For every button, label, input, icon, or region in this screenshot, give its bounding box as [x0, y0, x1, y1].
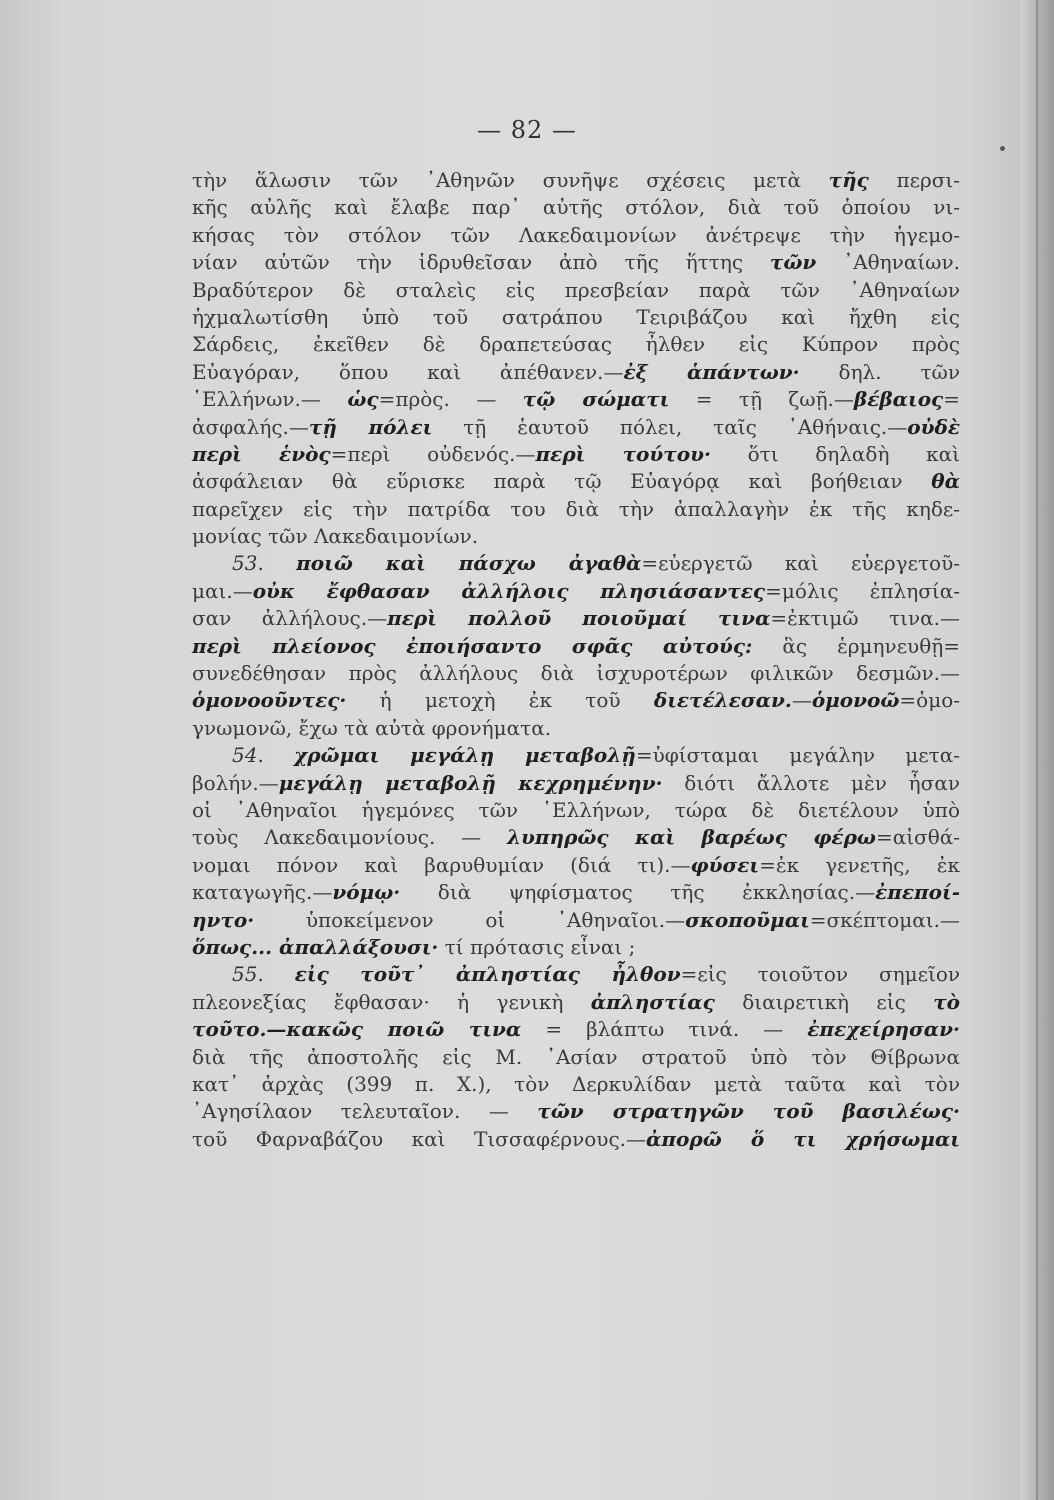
glossed-term: ἀπληστίας [590, 989, 715, 1014]
text-span: νομαι πόνον καὶ βαρυθυμίαν (διά τι).— [192, 852, 691, 877]
text-line [192, 167, 960, 194]
text-line [192, 249, 960, 276]
glossed-term: τῷ σώματι [522, 387, 670, 412]
text-line [192, 961, 960, 988]
text-span: μαι.— [192, 578, 253, 603]
text-span: τοὺς Λακεδαιμονίους. — [192, 825, 507, 850]
text-span: διότι ἄλλοτε μὲν ἦσαν [662, 770, 960, 795]
text-span: βολήν.— [192, 770, 279, 795]
text-line [192, 660, 960, 687]
text-span: =περὶ οὐδενός.— [330, 441, 536, 466]
text-span: ὅτι δηλαδὴ καὶ [710, 441, 960, 466]
text-span: δηλ. τῶν [799, 359, 961, 384]
text-line [192, 907, 960, 934]
text-span: διὰ τῆς ἀποστολῆς εἰς Μ. ᾿Ασίαν στρατοῦ ὑπὸ τὸν Θίβρωνα [192, 1044, 960, 1069]
glossed-term: διετέλεσαν. [653, 688, 792, 713]
text-span: μονίας τῶν Λακεδαιμονίων. [192, 524, 479, 549]
text-line [192, 523, 960, 550]
text-span: = βλάπτω τινά. — [521, 1017, 808, 1042]
text-span [264, 743, 294, 767]
text-span: τί πρότασις εἶναι ; [438, 934, 636, 959]
text-line [192, 1044, 960, 1071]
glossed-term: τὸ [933, 989, 960, 1014]
glossed-term: ἀπορῶ ὅ τι χρήσωμαι [646, 1126, 960, 1151]
text-span: =εὐεργετῶ καὶ εὐεργετοῦ- [641, 551, 960, 576]
glossed-term: οὐκ ἔφθασαν ἀλλήλοις πλησιάσαντες [252, 578, 766, 603]
text-span: =ὁμο- [899, 688, 960, 713]
glossed-term: οὐδὲ [907, 414, 960, 439]
text-line [192, 1098, 960, 1125]
text-line [192, 824, 960, 851]
glossed-term: βέβαιος [853, 387, 944, 412]
section-number: 54. [232, 743, 264, 768]
glossed-term: περὶ πολλοῦ ποιοῦμαί τινα [387, 606, 771, 631]
binding-line [1036, 0, 1038, 1500]
glossed-term: φύσει [690, 852, 760, 877]
text-span: ὑποκείμενον οἱ ᾿Αθηναῖοι.— [254, 907, 686, 932]
text-span: =ὑφίσταμαι μεγάλην μετα- [635, 743, 960, 768]
text-span: τῇ ἑαυτοῦ πόλει, ταῖς ᾿Αθήναις.— [432, 414, 908, 439]
text-span: παρεῖχεν εἰς τὴν πατρίδα του διὰ τὴν ἀπαλλαγὴν ἐκ τῆς κηδε- [192, 496, 960, 521]
glossed-term: νόμῳ· [332, 880, 401, 905]
glossed-term: ὡς [347, 387, 379, 412]
text-span: Εὐαγόραν, ὅπου καὶ ἀπέθανεν.— [192, 359, 624, 384]
text-span: Βραδύτερον δὲ σταλεὶς εἰς πρεσβείαν παρὰ τῶν ᾿Αθηναίων [192, 277, 960, 302]
glossed-term: εἰς τοῦτ᾿ ἀπληστίας ἦλθον [294, 962, 681, 987]
text-span: =αἰσθά- [875, 825, 960, 850]
ink-spot [1000, 146, 1005, 151]
text-span: σαν ἀλλήλους.— [192, 606, 388, 631]
glossed-term: τοῦτο.—κακῶς ποιῶ τινα [192, 1017, 522, 1042]
text-line [192, 331, 960, 358]
text-span: πλεονεξίας ἔφθασαν· ἡ γενικὴ [192, 989, 591, 1014]
text-span: γνωμονῶ, ἔχω τὰ αὐτὰ φρονήματα. [192, 715, 552, 740]
glossed-term: ηντο· [192, 907, 255, 932]
text-span: ᾿Αγησίλαον τελευταῖον. — [192, 1099, 538, 1124]
glossed-term: ἐξ ἁπάντων· [623, 359, 800, 384]
text-span: =εἰς τοιοῦτον σημεῖον [680, 962, 961, 987]
glossed-term: θὰ [931, 469, 960, 494]
glossed-term: τῇ πόλει [308, 414, 433, 439]
text-span: νίαν αὐτῶν τὴν ἱδρυθεῖσαν ἀπὸ τῆς ἥττης [192, 250, 770, 275]
text-span: Σάρδεις, ἐκεῖθεν δὲ δραπετεύσας ἦλθεν εἰς Κύπρον πρὸς [192, 332, 960, 357]
section-number: 53. [232, 551, 264, 576]
text-span: =μόλις ἐπλησία- [765, 578, 960, 603]
text-line [192, 1071, 960, 1098]
section-number: 55. [232, 962, 264, 987]
glossed-term: ὅπως... ἀπαλλάξουσι· [192, 934, 439, 959]
text-line [192, 715, 960, 742]
text-span: ἃς ἑρμηνευθῇ= [752, 633, 960, 658]
text-line [192, 468, 960, 495]
text-line [192, 1016, 960, 1043]
text-line [192, 1126, 960, 1153]
page-number: — 82 — [477, 116, 577, 144]
text-span: διὰ ψηφίσματος τῆς ἐκκλησίας.— [400, 880, 876, 905]
text-line [192, 222, 960, 249]
text-span: ἠχμαλωτίσθη ὑπὸ τοῦ σατράπου Τειριβάζου καὶ ἤχθη εἰς [192, 304, 960, 329]
text-line [192, 194, 960, 221]
text-span: συνεδέθησαν πρὸς ἀλλήλους διὰ ἰσχυροτέρων φιλικῶν δεσμῶν.— [192, 661, 960, 686]
glossed-term: περὶ ἑνὸς [192, 441, 331, 466]
commentary-text [192, 167, 960, 1153]
text-line [192, 633, 960, 660]
text-line [192, 304, 960, 331]
text-span: ἡ μετοχὴ ἐκ τοῦ [346, 688, 654, 713]
text-span: ἀσφάλειαν θὰ εὕρισκε παρὰ τῷ Εὐαγόρᾳ καὶ βοήθειαν [192, 469, 932, 494]
text-line [192, 496, 960, 523]
text-line [192, 605, 960, 632]
text-line [192, 414, 960, 441]
text-span: = [943, 387, 960, 412]
text-span: κατ᾿ ἀρχὰς (399 π. Χ.), τὸν Δερκυλίδαν μετὰ ταῦτα καὶ τὸν [192, 1071, 960, 1096]
text-line [192, 770, 960, 797]
glossed-term: λυπηρῶς καὶ βαρέως φέρω [506, 825, 876, 850]
text-span: — [791, 688, 812, 713]
text-span: τὴν ἅλωσιν τῶν ᾿Αθηνῶν συνῆψε σχέσεις μετὰ [192, 168, 829, 192]
glossed-term: περὶ τούτου· [535, 441, 711, 466]
text-span: =ἐκ γενετῆς, ἐκ [759, 852, 960, 877]
text-span: κῆς αὐλῆς καὶ ἔλαβε παρ᾿ αὐτῆς στόλον, διὰ τοῦ ὁποίου νι- [192, 195, 960, 220]
text-span: ἀσφαλής.— [192, 414, 309, 439]
text-line [192, 989, 960, 1016]
text-span: =πρὸς. — [378, 387, 523, 412]
glossed-term: χρῶμαι μεγάλῃ μεταβολῇ [294, 743, 636, 768]
glossed-term: ἐπεχείρησαν· [807, 1017, 960, 1042]
text-line [192, 742, 960, 769]
text-span: κήσας τὸν στόλον τῶν Λακεδαιμονίων ἀνέτρεψε τὴν ἡγεμο- [192, 222, 960, 247]
text-span [264, 551, 296, 575]
text-span [264, 962, 295, 986]
glossed-term: περὶ πλείονος ἐποιήσαντο σφᾶς αὐτούς: [192, 633, 753, 658]
text-line [192, 386, 960, 413]
text-span: τοῦ Φαρναβάζου καὶ Τισσαφέρνους.— [192, 1126, 647, 1151]
text-span: διαιρετικὴ εἰς [714, 989, 934, 1014]
glossed-term: ποιῶ καὶ πάσχω ἀγαθὰ [296, 551, 642, 576]
text-line [192, 441, 960, 468]
text-line [192, 687, 960, 714]
text-line [192, 797, 960, 824]
text-span: περσι- [868, 168, 960, 192]
page-edge [1020, 0, 1054, 1500]
text-line [192, 934, 960, 961]
text-line [192, 879, 960, 906]
text-line [192, 359, 960, 386]
glossed-term: σκοποῦμαι [685, 907, 810, 932]
text-span: οἱ ᾿Αθηναῖοι ἡγεμόνες τῶν ῾Ελλήνων, τώρα δὲ διετέλουν ὑπὸ [192, 797, 960, 822]
text-span: =σκέπτομαι.— [809, 907, 960, 932]
text-line [192, 550, 960, 577]
text-span: ᾿Αθηναίων. [816, 250, 960, 275]
glossed-term: τῶν [769, 250, 817, 275]
text-line [192, 277, 960, 304]
glossed-term: ὁμονοῶ [811, 688, 900, 713]
text-line [192, 852, 960, 879]
glossed-term: ὁμονοοῦντες· [192, 688, 347, 713]
glossed-term: τῶν στρατηγῶν τοῦ βασιλέως· [537, 1099, 960, 1124]
text-span: = τῇ ζωῇ.— [669, 387, 854, 412]
text-line [192, 578, 960, 605]
glossed-term: ἐπεποί- [875, 880, 960, 905]
glossed-term: τῆς [828, 168, 869, 192]
text-span: καταγωγῆς.— [192, 880, 333, 905]
text-span: =ἐκτιμῶ τινα.— [770, 606, 961, 631]
text-span: ῾Ελλήνων.— [192, 387, 348, 412]
glossed-term: μεγάλῃ μεταβολῇ κεχρημένην· [278, 770, 663, 795]
